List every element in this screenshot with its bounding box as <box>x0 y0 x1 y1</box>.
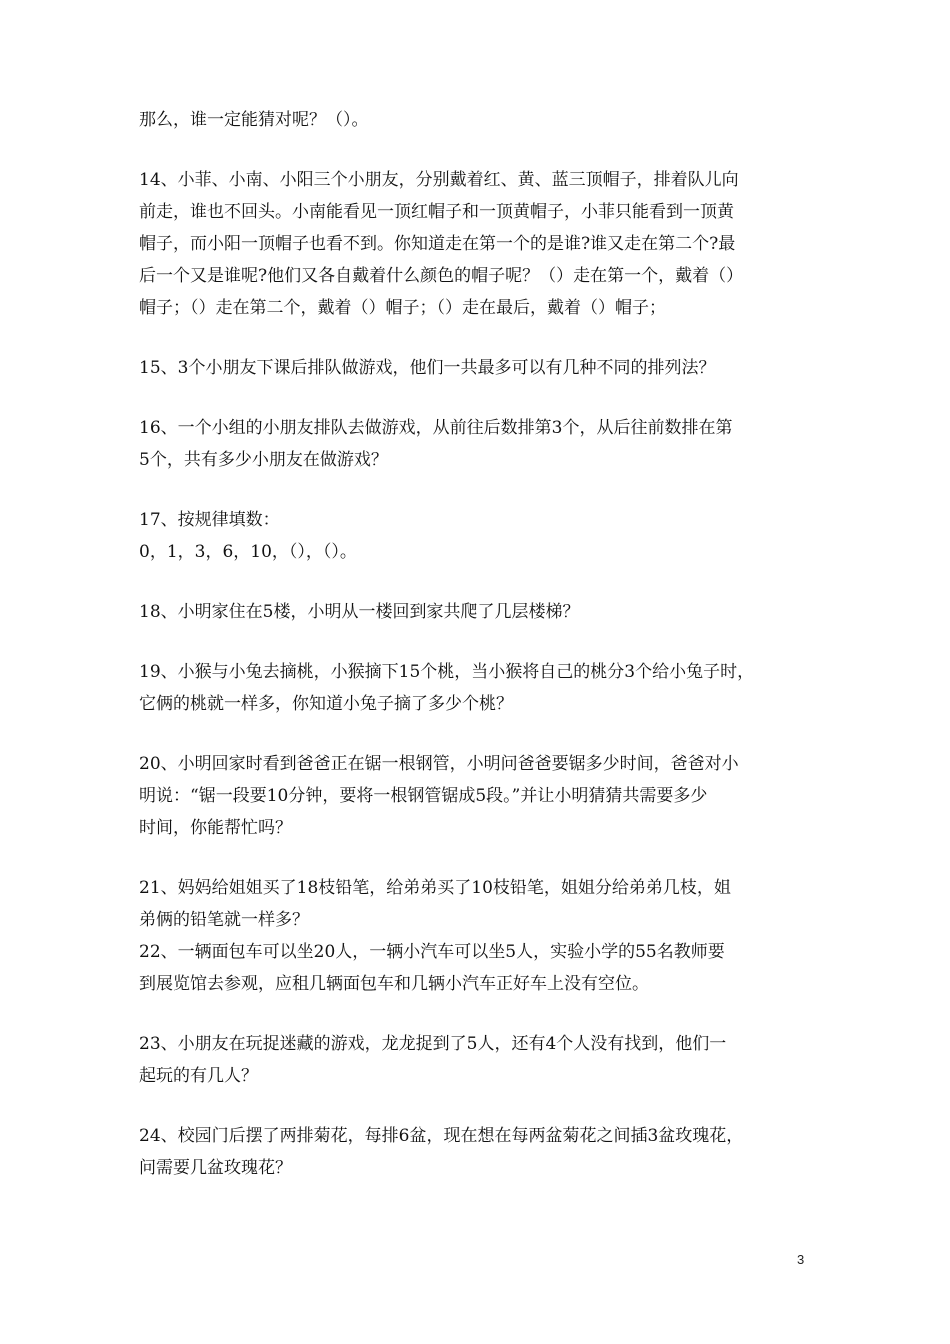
text-line: 明说：“锯一段要10分钟，要将一根钢管锯成5段。”并让小明猜猜共需要多少 <box>139 786 708 806</box>
paragraph-gap <box>139 568 819 596</box>
text-line: 5个，共有多少小朋友在做游戏？ <box>139 450 388 470</box>
text-line: 问需要几盆玫瑰花？ <box>139 1158 292 1178</box>
text-line: 14、小菲、小南、小阳三个小朋友，分别戴着红、黄、蓝三顶帽子，排着队儿向 <box>139 170 739 190</box>
paragraph-gap <box>139 1092 819 1120</box>
question-23 <box>139 1028 819 1092</box>
text-line: 21、妈妈给姐姐买了18枝铅笔，给弟弟买了10枝铅笔，姐姐分给弟弟几枝，姐 <box>139 878 731 898</box>
text-line: 弟俩的铅笔就一样多？ <box>139 910 309 930</box>
question-19 <box>139 656 819 720</box>
text-line: 时间，你能帮忙吗？ <box>139 818 292 838</box>
question-16 <box>139 412 819 476</box>
paragraph-gap <box>139 136 819 164</box>
page-number: 3 <box>797 1252 805 1267</box>
question-20 <box>139 748 819 844</box>
question-21 <box>139 872 819 936</box>
question-18 <box>139 596 819 628</box>
text-line: 到展览馆去参观，应租几辆面包车和几辆小汽车正好车上没有空位。 <box>139 974 649 994</box>
question-22 <box>139 936 819 1000</box>
paragraph-gap <box>139 628 819 656</box>
text-line: 24、校园门后摆了两排菊花，每排6盆，现在想在每两盆菊花之间插3盆玫瑰花， <box>139 1126 744 1146</box>
text-line: 起玩的有几人？ <box>139 1066 258 1086</box>
document-body <box>139 104 819 1184</box>
paragraph-gap <box>139 844 819 872</box>
question-14 <box>139 164 819 324</box>
text-line: 19、小猴与小兔去摘桃，小猴摘下15个桃，当小猴将自己的桃分3个给小兔子时， <box>139 662 755 682</box>
paragraph-gap <box>139 384 819 412</box>
text-line: 帽子；（）走在第二个，戴着（）帽子；（）走在最后，戴着（）帽子； <box>139 298 666 318</box>
text-line: 15、3个小朋友下课后排队做游戏，他们一共最多可以有几种不同的排列法？ <box>139 358 716 378</box>
text-line: 前走，谁也不回头。小南能看见一顶红帽子和一顶黄帽子，小菲只能看到一顶黄 <box>139 202 734 222</box>
question-15 <box>139 352 819 384</box>
text-line: 帽子，而小阳一顶帽子也看不到。你知道走在第一个的是谁?谁又走在第二个?最 <box>139 234 736 254</box>
paragraph-gap <box>139 720 819 748</box>
text-line: 后一个又是谁呢?他们又各自戴着什么颜色的帽子呢？（）走在第一个，戴着（） <box>139 266 744 286</box>
text-line: 它俩的桃就一样多，你知道小兔子摘了多少个桃？ <box>139 694 513 714</box>
text-line: 16、一个小组的小朋友排队去做游戏，从前往后数排第3个，从后往前数排在第 <box>139 418 733 438</box>
paragraph-gap <box>139 324 819 352</box>
paragraph-gap <box>139 1000 819 1028</box>
text-line: 17、按规律填数： <box>139 510 280 530</box>
paragraph-gap <box>139 476 819 504</box>
text-line: 0，1，3，6，10，（），（）。 <box>139 542 357 562</box>
question-24 <box>139 1120 819 1184</box>
text-line: 18、小明家住在5楼，小明从一楼回到家共爬了几层楼梯？ <box>139 602 580 622</box>
text-line: 20、小明回家时看到爸爸正在锯一根钢管，小明问爸爸要锯多少时间，爸爸对小 <box>139 754 739 774</box>
question-17 <box>139 504 819 568</box>
text-line: 那么，谁一定能猜对呢？（）。 <box>139 110 369 130</box>
text-line: 22、一辆面包车可以坐20人，一辆小汽车可以坐5人，实验小学的55名教师要 <box>139 942 725 962</box>
text-line: 23、小朋友在玩捉迷藏的游戏，龙龙捉到了5人，还有4个人没有找到，他们一 <box>139 1034 727 1054</box>
